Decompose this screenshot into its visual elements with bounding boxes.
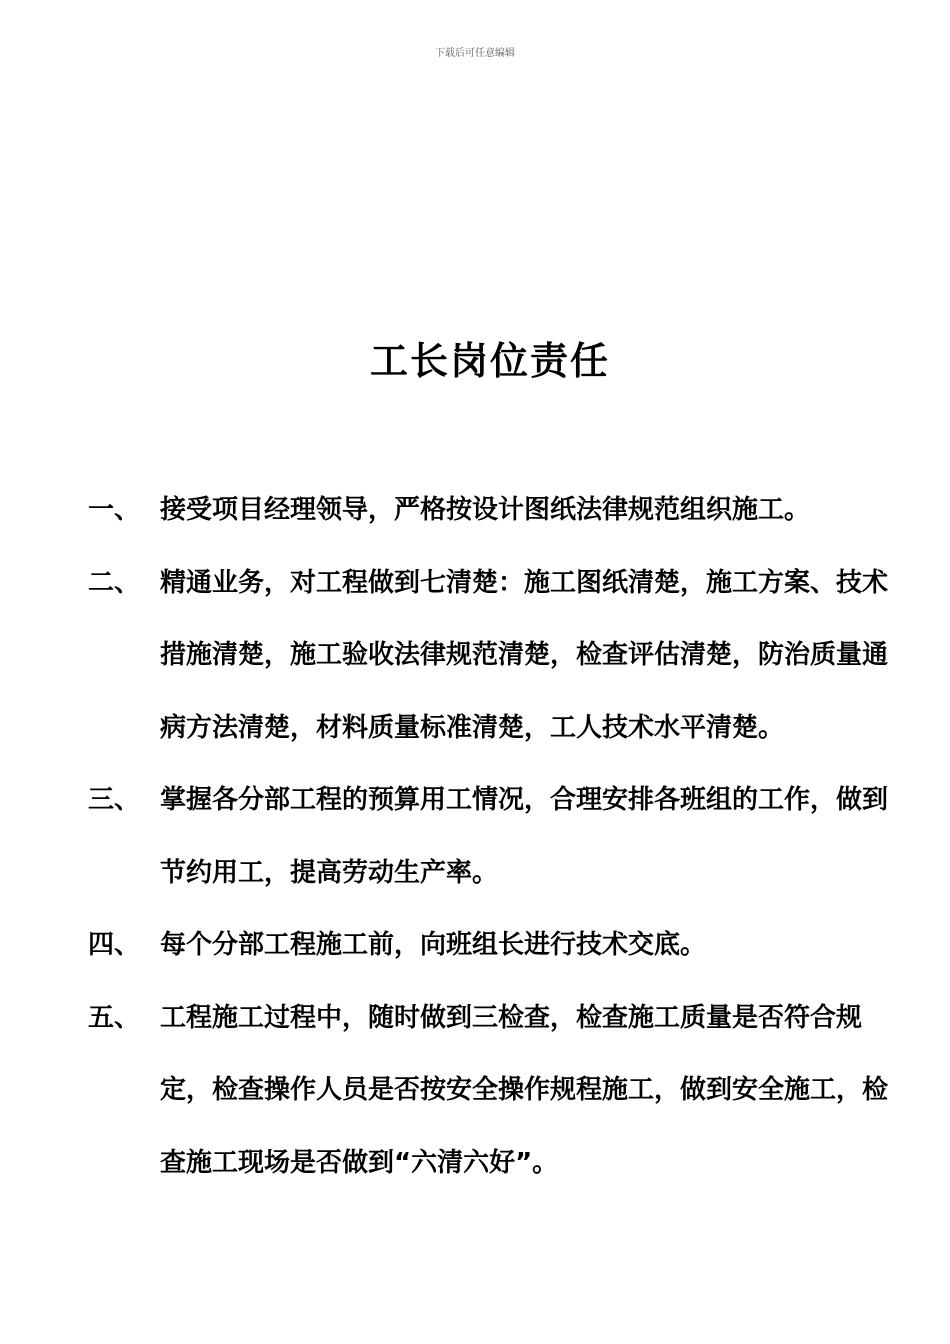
list-item [88, 909, 888, 982]
list-item [88, 982, 888, 1200]
item-text: 掌握各分部工程的预算用工情况，合理安排各班组的工作，做到节约用工，提高劳动生产率。 [160, 785, 889, 888]
item-text: 接受项目经理领导，严格按设计图纸法律规范组织施工。 [160, 495, 811, 525]
item-marker: 四、 [88, 930, 141, 960]
item-marker: 二、 [88, 567, 141, 598]
responsibility-list [88, 474, 888, 1199]
item-marker: 一、 [88, 495, 141, 525]
item-text: 精通业务，对工程做到七清楚：施工图纸清楚，施工方案、技术措施清楚，施工验收法律规范清楚，检查评估清楚，防治质量通病方法清楚，材料质量标准清楚，工人技术水平清楚。 [160, 567, 889, 743]
page-title: 工长岗位责任 [369, 339, 610, 383]
item-marker: 三、 [88, 785, 141, 815]
item-text: 每个分部工程施工前，向班组长进行技术交底。 [160, 930, 707, 960]
item-text: 工程施工过程中，随时做到三检查，检查施工质量是否符合规定，检查操作人员是否按安全操作规程施工，做到安全施工，检查施工现场是否做到“六清六好”。 [160, 1002, 889, 1178]
header-note: 下载后可任意编辑 [435, 48, 515, 59]
list-item [88, 547, 888, 765]
list-item [88, 474, 888, 547]
list-item [88, 764, 888, 909]
item-marker: 五、 [88, 1002, 141, 1033]
